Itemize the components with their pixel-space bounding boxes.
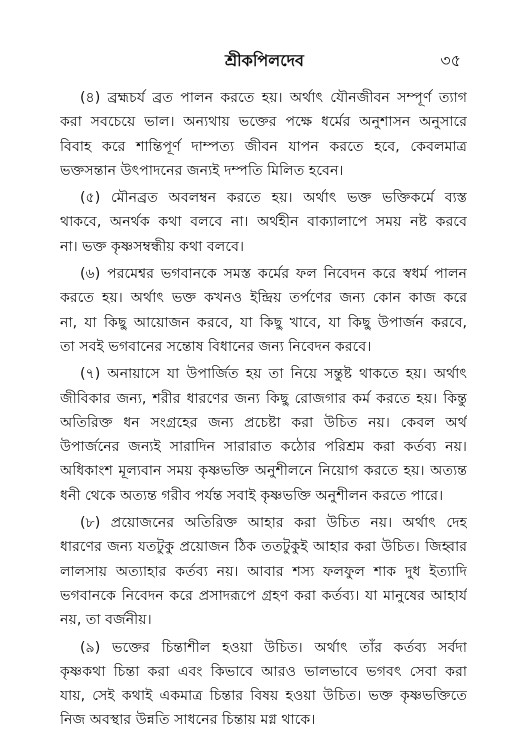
text-line: (৪) ব্রহ্মচর্য ব্রত পালন করতে হয়। অর্থাৎ যৌনজীবন সম্পূর্ণ ত্যাগ xyxy=(80,90,467,106)
text-line: নয়, তা বর্জনীয়। xyxy=(60,612,152,629)
paragraph xyxy=(60,86,467,183)
text-line: বিবাহ করে শান্তিপূর্ণ দাম্পত্য জীবন যাপন করতে হবে, কেবলমাত্র xyxy=(60,138,467,155)
text-line: না। ভক্ত কৃষ্ণসম্বন্ধীয় কথা বলবে। xyxy=(60,238,245,255)
page-number: ৩৫ xyxy=(440,51,461,70)
paragraph xyxy=(60,262,467,359)
text-line: অতিরিক্ত ধন সংগ্রহের জন্য প্রচেষ্টা করা উচিত নয়। কেবল অর্থ xyxy=(60,414,467,431)
text-line: (৬) পরমেশ্বর ভগবানকে সমস্ত কর্মের ফল নিবেদন করে স্বধর্ম পালন xyxy=(80,266,467,283)
text-line: না, যা কিছু আয়োজন করবে, যা কিছু খাবে, যা কিছু উপার্জন করবে, xyxy=(60,314,467,331)
text-line: কৃষ্ণকথা চিন্তা করা এবং কিভাবে আরও ভালভাবে ভগবৎ সেবা করা xyxy=(60,663,467,680)
text-line: তা সবই ভগবানের সন্তোষ বিধানের জন্য নিবেদন করবে। xyxy=(60,338,372,355)
text-line: জীবিকার জন্য, শরীর ধারণের জন্য কিছু রোজগার কর্ম করতে হয়। কিন্তু xyxy=(60,390,467,407)
text-line: ধনী থেকে অত্যন্ত গরীব পর্যন্ত সবাই কৃষ্ণভক্তি অনুশীলন করতে পারে। xyxy=(60,487,444,504)
text-line: করা সবচেয়ে ভাল। অন্যথায় ভক্তের পক্ষে ধর্মের অনুশাসন অনুসারে xyxy=(60,114,467,131)
text-line: (৫) মৌনব্রত অবলম্বন করতে হয়। অর্থাৎ ভক্ত ভক্তিকর্মে ব্যস্ত xyxy=(80,190,467,207)
text-line: ভগবানকে নিবেদন করে প্রসাদরূপে গ্রহণ করা কর্তব্য। যা মানুষের আহার্য xyxy=(60,587,467,604)
paragraph xyxy=(60,511,467,632)
text-line: (৯) ভক্তের চিন্তাশীল হওয়া উচিত। অর্থাৎ তাঁর কর্তব্য সর্বদা xyxy=(80,639,467,656)
text-line: ভক্তসন্তান উৎপাদনের জন্যই দম্পতি মিলিত হবেন। xyxy=(60,162,344,179)
page-header xyxy=(60,48,469,74)
text-line: ধারণের জন্য যতটুকু প্রয়োজন ঠিক ততটুকুই আহার করা উচিত। জিহ্বার xyxy=(60,539,467,556)
text-line: (৮) প্রয়োজনের অতিরিক্ত আহার করা উচিত নয়। অর্থাৎ দেহ xyxy=(80,515,467,532)
text-line: অধিকাংশ মূল্যবান সময় কৃষ্ণভক্তি অনুশীলনে নিয়োগ করতে হয়। অত্যন্ত xyxy=(60,463,467,480)
text-line: নিজ অবস্থার উন্নতি সাধনের চিন্তায় মগ্ন থাকে। xyxy=(60,712,316,729)
paragraph xyxy=(60,636,467,733)
page-body xyxy=(60,86,467,736)
text-line: করতে হয়। অর্থাৎ ভক্ত কখনও ইন্দ্রিয় তর্পণের জন্য কোন কাজ করে xyxy=(60,290,467,307)
text-line: যায়, সেই কথাই একমাত্র চিন্তার বিষয় হওয়া উচিত। ভক্ত কৃষ্ণভক্তিতে xyxy=(60,688,467,705)
text-line: লালসায় অত্যাহার কর্তব্য নয়। আবার শস্য ফলফুল শাক দুধ ইত্যাদি xyxy=(60,563,467,580)
text-line: উপার্জনের জন্যই সারাদিন সারারাত কঠোর পরিশ্রম করা কর্তব্য নয়। xyxy=(60,439,467,456)
chapter-title: শ্রীকপিলদেব xyxy=(225,51,304,70)
text-line: থাকবে, অনর্থক কথা বলবে না। অর্থহীন বাক্যালাপে সময় নষ্ট করবে xyxy=(60,214,467,231)
text-line: (৭) অনায়াসে যা উপার্জিত হয় তা নিয়ে সন্তুষ্ট থাকতে হয়। অর্থাৎ xyxy=(80,366,467,383)
paragraph xyxy=(60,362,467,508)
paragraph xyxy=(60,186,467,259)
